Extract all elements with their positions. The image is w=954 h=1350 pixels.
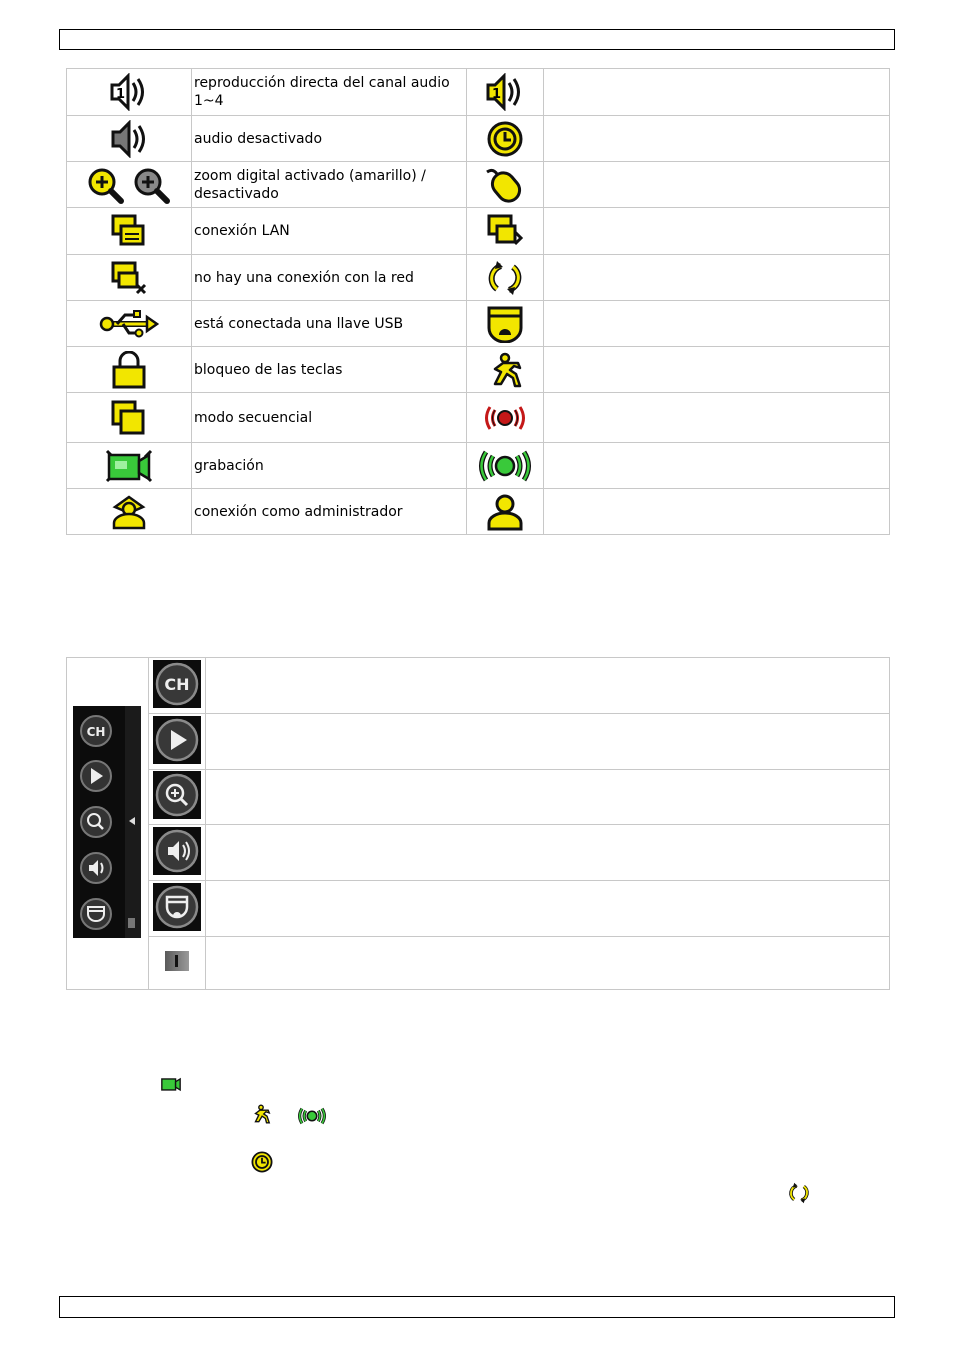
status-description: está conectada una llave USB: [192, 301, 467, 347]
audio-channel-yellow-icon: [485, 73, 525, 111]
footer-frame: [59, 1296, 895, 1318]
handle-icon[interactable]: [165, 951, 189, 971]
lan-icon: [109, 212, 149, 250]
table-row: [67, 116, 890, 162]
table-row: [67, 162, 890, 208]
panel-audio-icon[interactable]: [81, 853, 111, 883]
table-row: [67, 443, 890, 489]
quick-menu-panel-cell: [67, 658, 149, 990]
table-row: [67, 393, 890, 443]
panel-play-icon[interactable]: [81, 761, 111, 791]
status-icon-table: [66, 68, 890, 535]
zoom-icon[interactable]: [153, 771, 201, 819]
audio-icon[interactable]: [153, 827, 201, 875]
status-description: zoom digital activado (amarillo) / desactivado: [192, 162, 467, 208]
alarm-red-icon: [483, 399, 527, 437]
refresh-icon-small: [787, 1181, 811, 1205]
status-description: grabación: [192, 443, 467, 489]
refresh-icon: [485, 259, 525, 297]
table-row: [67, 69, 890, 116]
header-frame: [59, 29, 895, 50]
play-icon[interactable]: [153, 716, 201, 764]
svg-text:CH: CH: [164, 674, 190, 694]
audio-channel-cell: [67, 69, 192, 116]
motion-icon-small: [250, 1103, 272, 1125]
lan-alt-icon: [485, 212, 525, 250]
usb-icon: [99, 305, 159, 343]
motion-icon: [485, 351, 525, 389]
status-description: no hay una conexión con la red: [192, 255, 467, 301]
alarm-green-icon: [477, 447, 533, 485]
alarm-green-icon-small: [296, 1106, 328, 1126]
panel-zoom-icon[interactable]: [81, 807, 111, 837]
timer-icon: [485, 120, 525, 158]
channel-icon[interactable]: [153, 660, 201, 708]
dome-camera-icon: [485, 305, 525, 343]
table-row: [67, 208, 890, 255]
sequence-icon: [109, 399, 149, 437]
recording-icon: [105, 447, 153, 485]
lock-icon: [109, 351, 149, 389]
timer-icon-small: [250, 1150, 274, 1174]
table-row: [67, 489, 890, 535]
audio-off-icon: [109, 120, 149, 158]
recording-icon-small: [160, 1075, 182, 1093]
svg-text:1: 1: [116, 87, 126, 102]
status-description: reproducción directa del canal audio 1~4: [192, 69, 467, 116]
user-icon: [485, 493, 525, 531]
svg-text:1: 1: [492, 87, 502, 102]
panel-ptz-icon[interactable]: [81, 899, 111, 929]
status-description: conexión LAN: [192, 208, 467, 255]
table-row: [67, 255, 890, 301]
quick-menu-table: [66, 657, 890, 990]
table-row: [67, 347, 890, 393]
status-description: modo secuencial: [192, 393, 467, 443]
status-description: conexión como administrador: [192, 489, 467, 535]
audio-channel-icon: [109, 73, 149, 111]
table-row: [67, 301, 890, 347]
panel-channel-icon[interactable]: [81, 716, 111, 746]
ptz-icon[interactable]: [153, 883, 201, 931]
zoom-on-off-icon: [86, 174, 171, 193]
mouse-icon: [483, 166, 527, 204]
no-network-icon: [109, 259, 149, 297]
quick-menu-panel[interactable]: [73, 706, 143, 938]
status-description: audio desactivado: [192, 116, 467, 162]
svg-text:CH: CH: [86, 725, 106, 739]
admin-icon: [109, 493, 149, 531]
status-description: bloqueo de las teclas: [192, 347, 467, 393]
